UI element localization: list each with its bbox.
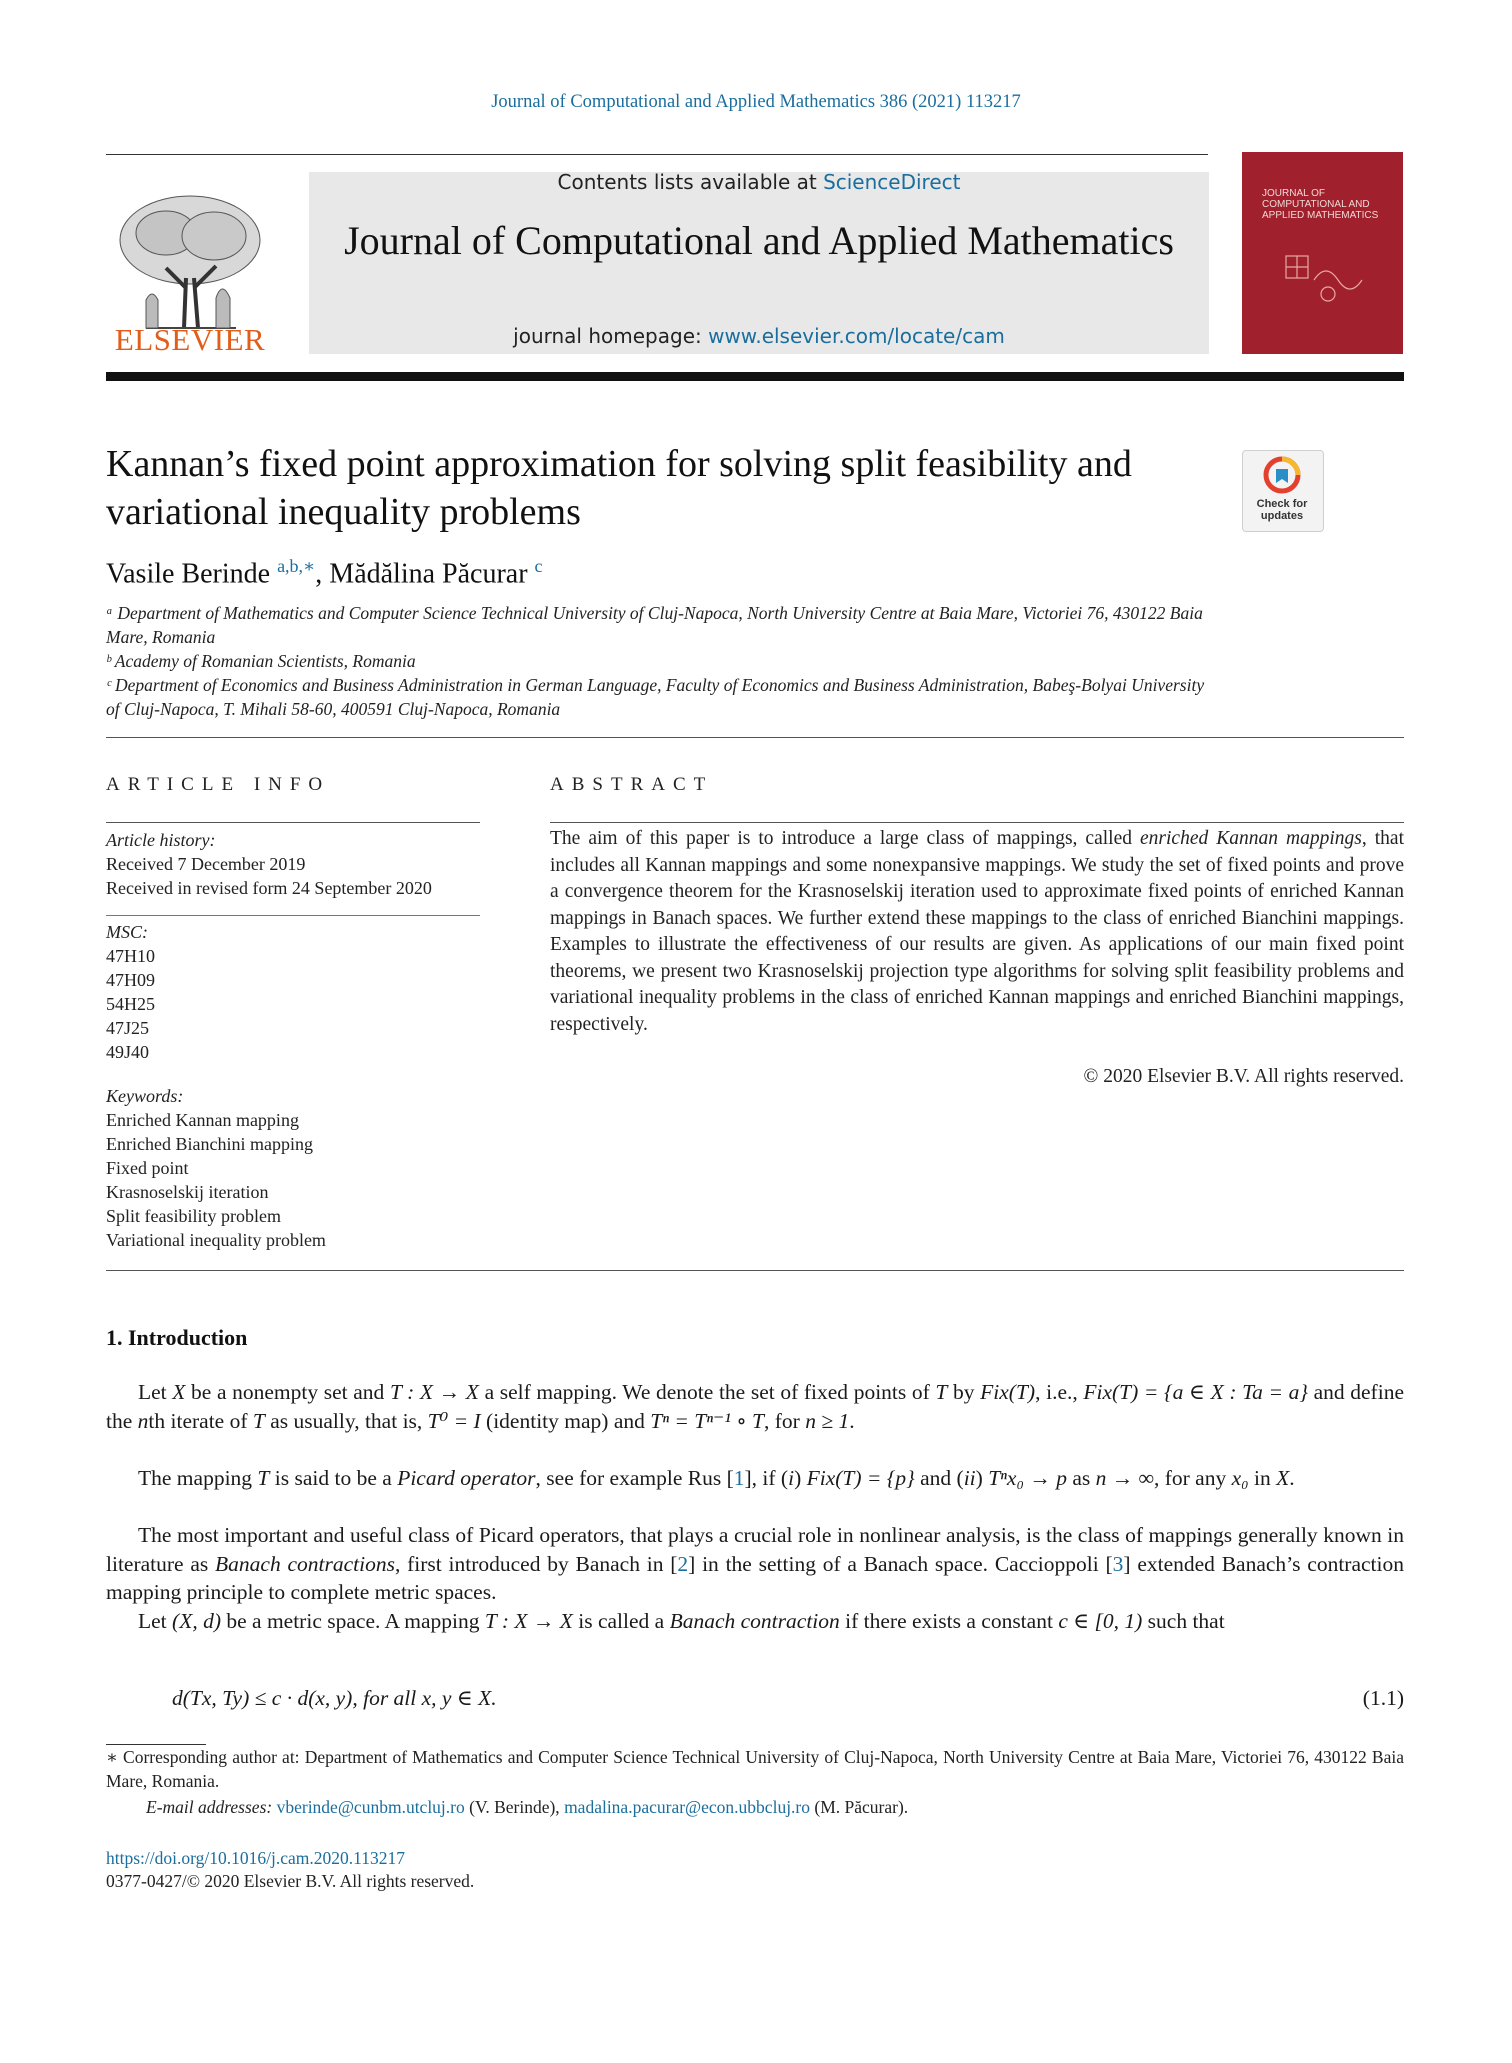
affiliation-c: ᶜ Department of Economics and Business Administration in German Language, Faculty of Economics and Business Administration, Babeş-Bolyai University of Cluj-Napoca, T. Mihali 58-60, 400591 Cluj-Napoca, Romania	[106, 675, 1205, 719]
homepage-line	[309, 324, 1209, 348]
journal-cover-text: JOURNAL OF COMPUTATIONAL AND APPLIED MATHEMATICS	[1262, 188, 1379, 221]
contents-line	[309, 170, 1209, 194]
email-owner-1: (V. Berinde),	[464, 1797, 565, 1817]
text-run: is said to be a	[269, 1466, 398, 1490]
email-link-pacurar[interactable]: madalina.pacurar@econ.ubbcluj.ro	[564, 1797, 811, 1817]
keywords	[106, 1084, 480, 1252]
text-run: T	[257, 1466, 270, 1490]
contents-prefix: Contents lists available at	[557, 170, 824, 194]
text-run: Banach contraction	[669, 1609, 840, 1633]
article-info-subrule	[106, 915, 480, 916]
text-run: c ∈ [0, 1)	[1058, 1609, 1143, 1633]
article-info-rule	[106, 822, 480, 823]
section-heading-introduction: 1. Introduction	[106, 1325, 248, 1350]
text-run: )	[794, 1466, 807, 1490]
author-1[interactable]: Vasile Berinde	[106, 558, 271, 590]
text-run: X	[172, 1380, 186, 1404]
abstract-emphasis: enriched Kannan mappings	[1140, 828, 1362, 849]
issn-copyright: 0377-0427/© 2020 Elsevier B.V. All rights reserved.	[106, 1871, 475, 1891]
footnote-rule	[106, 1744, 206, 1745]
text-run: by	[947, 1380, 981, 1404]
msc-code: 47J25	[106, 1018, 150, 1038]
journal-title: Journal of Computational and Applied Mathematics	[344, 218, 1174, 263]
text-run: Let	[138, 1380, 173, 1404]
text-run: be a nonempty set and	[185, 1380, 390, 1404]
text-run: T⁰ = I	[427, 1408, 481, 1433]
email-label: E-mail addresses:	[146, 1797, 273, 1817]
text-run: Banach contractions	[215, 1551, 395, 1576]
equation-number: (1.1)	[1362, 1686, 1404, 1710]
text-run: Let	[138, 1609, 173, 1633]
check-updates-label: Check for updates	[1256, 498, 1308, 522]
homepage-prefix: journal homepage:	[513, 324, 709, 348]
article-title: Kannan’s fixed point approximation for solving split feasibility and variational inequality problems	[106, 443, 1132, 533]
msc-label: MSC:	[106, 922, 148, 942]
text-run: , first introduced by Banach in [	[394, 1551, 678, 1576]
citation-link[interactable]: 1	[733, 1466, 745, 1490]
text-run: (identity map) and	[480, 1408, 651, 1433]
abstract-rule	[550, 822, 1404, 823]
text-run: T	[935, 1380, 948, 1404]
front-matter-divider	[106, 1270, 1404, 1271]
msc-code: 49J40	[106, 1042, 150, 1062]
text-run: Tⁿ = Tⁿ⁻¹ ∘ T	[650, 1408, 765, 1433]
sciencedirect-link[interactable]: ScienceDirect	[823, 170, 961, 194]
cover-graphic-icon	[1280, 250, 1370, 310]
msc-codes	[106, 920, 480, 1064]
keyword: Variational inequality problem	[106, 1230, 326, 1250]
abstract-part: , that includes all Kannan mappings and some nonexpansive mappings. We study the set of fixed points and prove a convergence theorem for the Krasnoselskij iteration used to approximate fixed points of enriched Kannan mappings in Banach spaces. We further extend these mappings to the class of enriched Bianchini mappings. Examples to illustrate the effectiveness of our results are given. As applications of our main fixed point theorems, we present two Krasnoselskij projection type algorithms for solving split feasibility problems and variational inequality problems in the class of enriched Kannan mappings and enriched Bianchini mappings, respectively.	[550, 828, 1404, 1035]
keyword: Enriched Kannan mapping	[106, 1110, 299, 1130]
text-run: and define the	[106, 1380, 1404, 1433]
abstract-part: The aim of this paper is to introduce a large class of mappings, called	[550, 828, 1140, 849]
keyword: Split feasibility problem	[106, 1206, 281, 1226]
text-run: Fix(T) = {a ∈ X : Ta = a}	[1083, 1380, 1308, 1404]
author-separator: ,	[315, 558, 330, 590]
text-run: n	[137, 1408, 149, 1433]
revised-date: Received in revised form 24 September 2020	[106, 878, 432, 898]
text-run: T : X → X	[389, 1380, 479, 1404]
text-run: The most important and useful class of Picard operators, that plays a crucial role in nonlinear analysis, is the class of mappings generally known in literature as	[106, 1523, 1404, 1576]
text-run: be a metric space. A mapping	[220, 1609, 485, 1633]
text-run: ] extended Banach’s contraction mapping principle to complete metric spaces.	[106, 1551, 1404, 1604]
citation-link[interactable]: 3	[1112, 1551, 1124, 1576]
email-link-berinde[interactable]: vberinde@cunbm.utcluj.ro	[276, 1797, 465, 1817]
text-run: if there exists a constant	[839, 1609, 1059, 1633]
text-run: T	[252, 1408, 265, 1433]
email-owner-2: (M. Păcurar).	[810, 1797, 909, 1817]
intro-paragraph-1: Let X be a nonempty set and T : X → X a self mapping. We denote the set of fixed points of T by Fix(T), i.e., Fix(T) = {a ∈ X : Ta = a} and define the nth iterate of T as usually, that is, T⁰ = I (identity map) and Tⁿ = Tⁿ⁻¹ ∘ T, for n ≥ 1.	[106, 1380, 1404, 1433]
text-run: and (	[914, 1466, 964, 1490]
text-run: is called a	[572, 1609, 670, 1633]
text-run: such that	[1142, 1609, 1225, 1633]
text-run: n ≥ 1	[805, 1408, 850, 1433]
text-run: , for any	[1153, 1466, 1232, 1490]
affiliation-a: ᵃ Department of Mathematics and Computer Science Technical University of Cluj-Napoca, North University Centre at Baia Mare, Victoriei 76, 430122 Baia Mare, Romania	[106, 603, 1203, 647]
author-2[interactable]: Mădălina Păcurar	[329, 558, 528, 590]
text-run: as usually, that is,	[264, 1408, 428, 1433]
equation-1-1: d(Tx, Ty) ≤ c · d(x, y), for all x, y ∈ X.	[172, 1686, 497, 1710]
text-run: , i.e.,	[1035, 1380, 1084, 1404]
doi-link[interactable]: https://doi.org/10.1016/j.cam.2020.113217	[106, 1848, 405, 1868]
affiliations-divider	[106, 737, 1404, 738]
text-run: X	[1276, 1466, 1290, 1490]
citation-link[interactable]: 2	[677, 1551, 689, 1576]
received-date: Received 7 December 2019	[106, 854, 306, 874]
text-run: ], if (	[744, 1466, 789, 1490]
text-run: Fix(T) = {p}	[806, 1466, 915, 1490]
text-run: (X, d)	[172, 1609, 221, 1633]
corresponding-author-footnote: ∗ Corresponding author at: Department of Mathematics and Computer Science Technical University of Cluj-Napoca, North University Centre at Baia Mare, Victoriei 76, 430122 Baia Mare, Romania.	[106, 1747, 1404, 1791]
text-run: Tⁿx₀ → p	[988, 1466, 1067, 1490]
keyword: Fixed point	[106, 1158, 189, 1178]
intro-paragraph-4	[106, 1607, 1404, 1636]
text-run: )	[975, 1466, 989, 1490]
msc-code: 47H09	[106, 970, 155, 990]
masthead-thick-rule	[106, 372, 1404, 381]
top-divider	[106, 154, 1208, 155]
msc-code: 54H25	[106, 994, 155, 1014]
article-info-heading: ARTICLE INFO	[106, 774, 331, 795]
email-footnote	[106, 1796, 1404, 1820]
text-run: ] in the setting of a Banach space. Caccioppoli [	[688, 1551, 1113, 1576]
text-run: , for	[764, 1408, 806, 1433]
text-run: Fix(T)	[980, 1380, 1036, 1404]
abstract-heading: ABSTRACT	[550, 774, 714, 795]
article-history	[106, 828, 480, 900]
author-1-affiliation-marks[interactable]: a,b,∗	[277, 556, 316, 576]
abstract-text	[550, 826, 1404, 1038]
history-label: Article history:	[106, 830, 216, 850]
keyword: Enriched Bianchini mapping	[106, 1134, 313, 1154]
homepage-link[interactable]: www.elsevier.com/locate/cam	[708, 324, 1005, 348]
author-2-affiliation-marks[interactable]: c	[534, 556, 543, 576]
text-run: th iterate of	[148, 1408, 253, 1433]
text-run: n → ∞	[1095, 1466, 1154, 1490]
intro-paragraph-3	[106, 1521, 1404, 1607]
running-header[interactable]: Journal of Computational and Applied Mathematics 386 (2021) 113217	[491, 92, 1021, 112]
msc-code: 47H10	[106, 946, 155, 966]
intro-paragraph-2: The mapping T is said to be a Picard operator, see for example Rus [1], if (i) Fix(T) = {p} and (ii) Tⁿx₀ → p as n → ∞, for any x₀ in X.	[138, 1466, 1295, 1490]
keywords-label: Keywords:	[106, 1086, 184, 1106]
keyword: Krasnoselskij iteration	[106, 1182, 269, 1202]
check-updates-icon	[1262, 455, 1302, 495]
text-run: Picard operator	[397, 1466, 536, 1490]
text-run: ii	[963, 1466, 976, 1490]
author-list	[106, 556, 543, 590]
text-run: as	[1066, 1466, 1096, 1490]
text-run: in	[1248, 1466, 1277, 1490]
text-run: The mapping	[138, 1466, 258, 1490]
text-run: , see for example Rus [	[535, 1466, 734, 1490]
affiliation-b: ᵇ Academy of Romanian Scientists, Romania	[106, 651, 416, 671]
abstract-copyright: © 2020 Elsevier B.V. All rights reserved.	[1083, 1066, 1404, 1087]
elsevier-wordmark: ELSEVIER	[114, 322, 266, 357]
text-run: i	[788, 1466, 795, 1490]
text-run: T : X → X	[484, 1609, 573, 1633]
text-run: a self mapping. We denote the set of fixed points of	[478, 1380, 936, 1404]
text-run: x₀	[1231, 1466, 1249, 1490]
